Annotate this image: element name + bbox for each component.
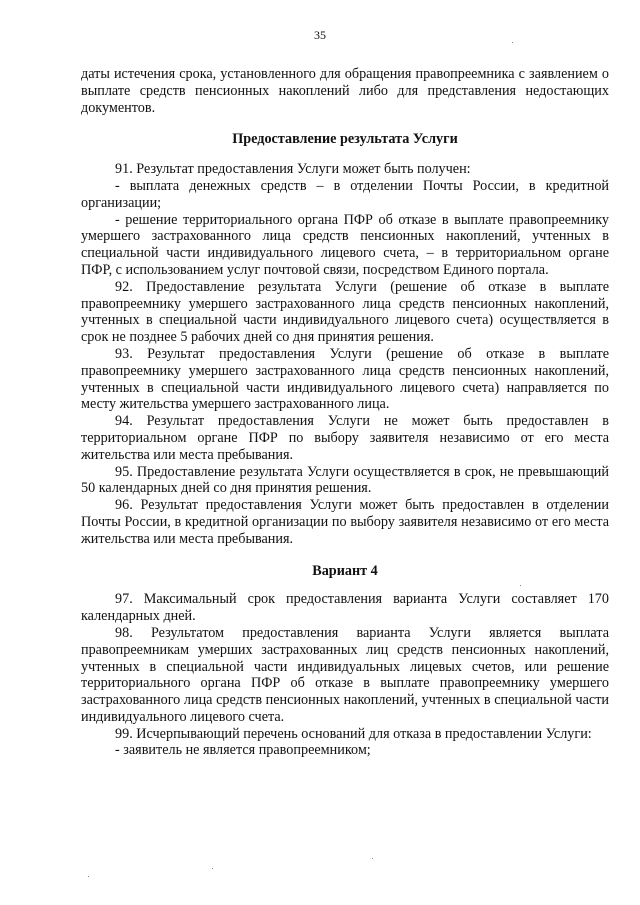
paragraph-91: 91. Результат предоставления Услуги может быть получен: — [115, 161, 471, 178]
document-body — [81, 66, 609, 759]
scan-speck — [212, 868, 213, 869]
paragraph-94: 94. Результат предоставления Услуги не может быть предоставлен в территориальном органе ПФР по выбору заявителя независимо от его места жительства или места пребывания. — [81, 413, 609, 463]
paragraph-92: 92. Предоставление результата Услуги (решение об отказе в выплате правопреемнику умершего застрахованного лица средств пенсионных накоплений, учтенных в специальной части индивидуального лицевого счета) осуществляется в срок не позднее 5 рабочих дней со дня принятия решения. — [81, 278, 609, 346]
paragraph-97: 97. Максимальный срок предоставления варианта Услуги составляет 170 календарных дней. — [81, 591, 609, 625]
paragraph-99: 99. Исчерпывающий перечень оснований для отказа в предоставлении Услуги: — [115, 725, 592, 742]
page-number: 35 — [314, 28, 326, 42]
paragraph-93: 93. Результат предоставления Услуги (решение об отказе в выплате правопреемнику умершего застрахованного лица средств пенсионных накоплений, учтенных в специальной части индивидуального лицевого счета) направляется по месту жительства умершего застрахованного лица. — [81, 345, 609, 413]
paragraph-98: 98. Результатом предоставления варианта Услуги является выплата правопреемникам умерших застрахованных лиц средств пенсионных накоплений, учтенных в специальной части индивидуальных лицевых счетов, или решение территориального органа ПФР об отказе в выплате правопреемнику умершего застрахованного лица средств пенсионных накоплений, учтенных в специальной части индивидуального лицевого счета. — [81, 624, 609, 725]
scan-speck — [372, 858, 373, 859]
scan-speck — [520, 585, 521, 586]
paragraph-96: 96. Результат предоставления Услуги может быть предоставлен в отделении Почты России, в кредитной организации по выбору заявителя независимо от его места жительства или места пребывания. — [81, 497, 609, 547]
list-item-not-successor: - заявитель не является правопреемником; — [115, 742, 371, 759]
intro-paragraph: даты истечения срока, установленного для обращения правопреемника с заявлением о выплате средств пенсионных накоплений либо для представления недостающих документов. — [81, 66, 609, 116]
scan-speck — [512, 42, 513, 43]
paragraph-95: 95. Предоставление результата Услуги осуществляется в срок, не превышающий 50 календарных дней со дня принятия решения. — [81, 463, 609, 497]
list-item-refusal-decision: - решение территориального органа ПФР об отказе в выплате правопреемнику умершего застрахованного лица средств пенсионных накоплений, учтенных в специальной части индивидуального лицевого счета, – в территориальном органе ПФР, с использованием услуг почтовой связи, посредством Единого портала. — [81, 211, 609, 278]
list-item-payment: - выплата денежных средств – в отделении Почты России, в кредитной организации; — [81, 177, 609, 211]
scan-speck — [88, 876, 89, 877]
section-heading-variant-4: Вариант 4 — [312, 562, 378, 579]
section-heading-result: Предоставление результата Услуги — [232, 131, 458, 148]
